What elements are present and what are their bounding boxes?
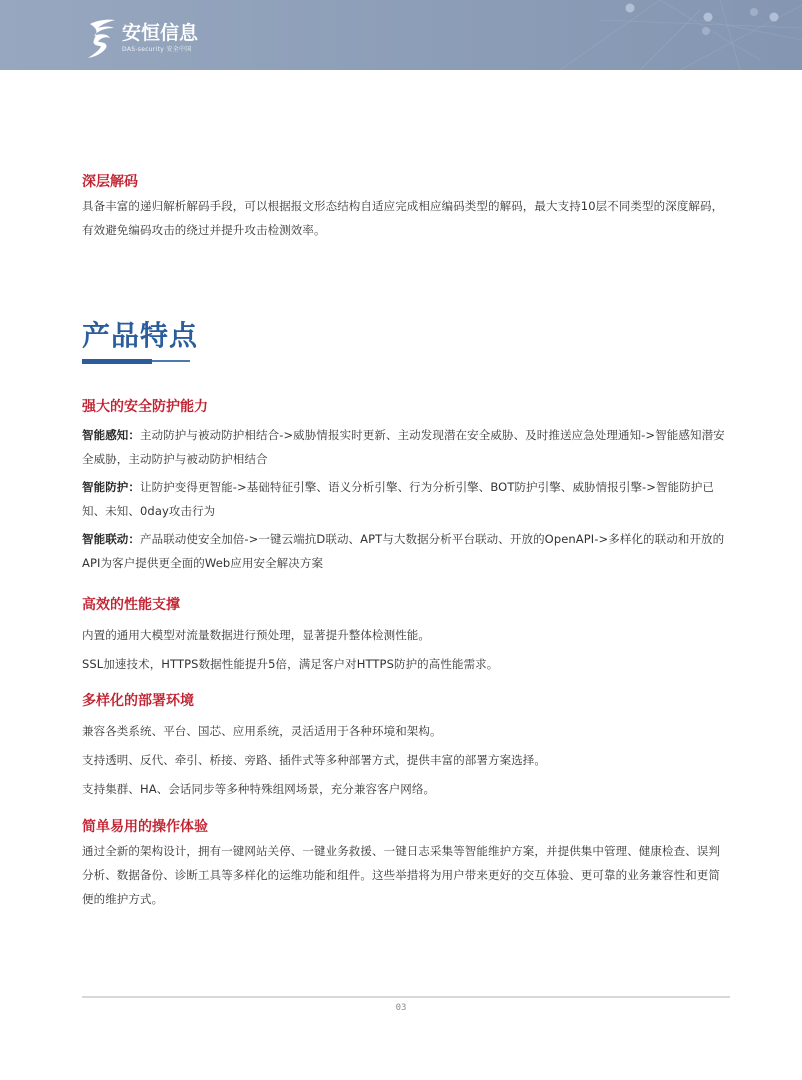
section-heading: 强大的安全防护能力 — [82, 399, 208, 415]
list-item: 兼容各类系统、平台、国芯、应用系统，灵活适用于各种环境和架构。 — [82, 724, 442, 738]
company-logo — [84, 14, 198, 62]
header-banner — [0, 0, 802, 70]
title-underline-thick — [82, 359, 152, 364]
page-title: 产品特点 — [82, 319, 199, 352]
feature-smart-linkage — [82, 527, 730, 575]
footer-divider — [82, 996, 730, 998]
das-security-logo-icon — [84, 16, 118, 60]
logo-name-en: DAS-security 安全中国 — [122, 46, 192, 53]
section-deployment — [82, 692, 730, 801]
section-heading: 简单易用的操作体验 — [82, 819, 208, 835]
list-item: 支持集群、HA、会话同步等多种特殊组网场景，充分兼容客户网络。 — [82, 782, 436, 796]
feature-text: 主动防护与被动防护相结合->威胁情报实时更新、主动发现潜在安全威胁、及时推送应急处理通知->智能感知潜安全威胁，主动防护与被动防护相结合 — [82, 428, 725, 466]
feature-smart-protection — [82, 475, 730, 523]
section-heading: 高效的性能支撑 — [82, 597, 180, 613]
intro-section — [82, 173, 730, 242]
feature-label: 智能防护： — [82, 480, 140, 494]
section-usability — [82, 818, 730, 911]
feature-text: 让防护变得更智能->基础特征引擎、语义分析引擎、行为分析引擎、BOT防护引擎、威胁情报引擎->智能防护已知、未知、0day攻击行为 — [82, 480, 715, 518]
list-item: 通过全新的架构设计，拥有一键网站关停、一键业务救援、一键日志采集等智能维护方案，并提供集中管理、健康检查、误判分析、数据备份、诊断工具等多样化的运维功能和组件。这些举措将为用户带来更好的交互体验、更可靠的业务兼容性和更简便的维护方式。 — [82, 844, 720, 906]
feature-smart-perception — [82, 423, 730, 471]
section-heading-deep-decoding: 深层解码 — [82, 174, 138, 190]
feature-label: 智能感知： — [82, 428, 140, 442]
deep-decoding-paragraph: 具备丰富的递归解析解码手段，可以根据报文形态结构自适应完成相应编码类型的解码，最大支持10层不同类型的深度解码，有效避免编码攻击的绕过并提升攻击检测效率。 — [82, 199, 724, 237]
feature-text: 产品联动使安全加倍->一键云端抗D联动、APT与大数据分析平台联动、开放的OpenAPI->多样化的联动和开放的API为客户提供更全面的Web应用安全解决方案 — [82, 532, 725, 570]
section-performance — [82, 596, 730, 676]
list-item: 内置的通用大模型对流量数据进行预处理，显著提升整体检测性能。 — [82, 628, 430, 642]
feature-label: 智能联动： — [82, 532, 140, 546]
section-heading: 多样化的部署环境 — [82, 693, 194, 709]
title-underline-thin — [152, 360, 190, 362]
list-item: 支持透明、反代、牵引、桥接、旁路、插件式等多种部署方式，提供丰富的部署方案选择。 — [82, 753, 546, 767]
list-item: SSL加速技术，HTTPS数据性能提升5倍，满足客户对HTTPS防护的高性能需求。 — [82, 657, 499, 671]
section-security-protection — [82, 398, 730, 575]
page-number: 03 — [395, 1003, 407, 1013]
title-underline — [82, 359, 190, 364]
logo-name-cn: 安恒信息 — [122, 22, 199, 44]
